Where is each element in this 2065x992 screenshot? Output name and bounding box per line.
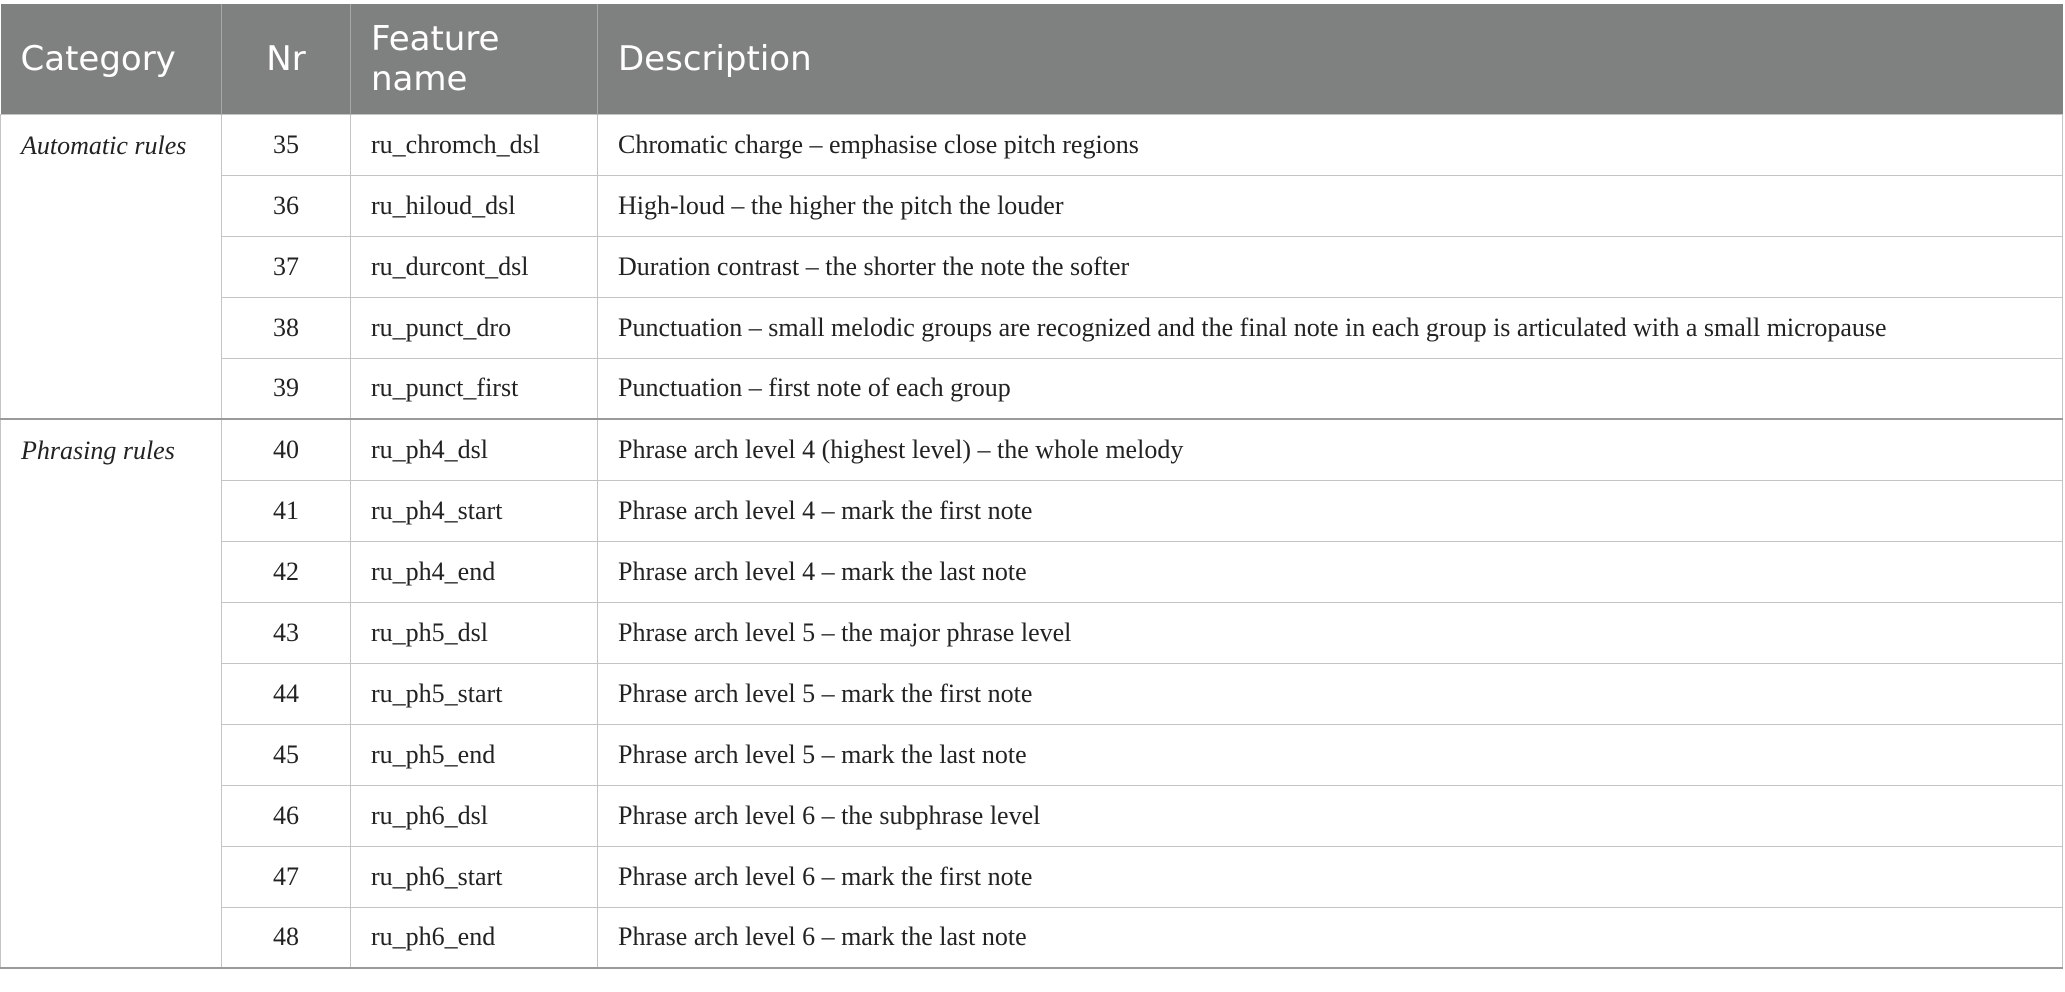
feature-name-cell: ru_ph5_end: [351, 724, 598, 785]
nr-cell: 47: [222, 846, 351, 907]
description-cell: Phrase arch level 5 – the major phrase level: [598, 602, 2063, 663]
nr-cell: 36: [222, 175, 351, 236]
table-row: [1, 419, 2063, 480]
feature-name-cell: ru_ph6_dsl: [351, 785, 598, 846]
description-cell: Phrase arch level 6 – mark the last note: [598, 907, 2063, 968]
feature-name-cell: ru_ph4_end: [351, 541, 598, 602]
header-nr: Nr: [222, 4, 351, 114]
feature-table-container: [0, 4, 2062, 969]
header-feature-name: Feature name: [351, 4, 598, 114]
feature-name-cell: ru_durcont_dsl: [351, 236, 598, 297]
description-cell: Phrase arch level 4 (highest level) – the whole melody: [598, 419, 2063, 480]
nr-cell: 39: [222, 358, 351, 419]
nr-cell: 44: [222, 663, 351, 724]
feature-table: [0, 4, 2063, 969]
nr-cell: 45: [222, 724, 351, 785]
table-row: [1, 236, 2063, 297]
description-cell: Punctuation – first note of each group: [598, 358, 2063, 419]
description-cell: Phrase arch level 4 – mark the last note: [598, 541, 2063, 602]
description-cell: Punctuation – small melodic groups are recognized and the final note in each group is articulated with a small micropause: [598, 297, 2063, 358]
feature-name-cell: ru_ph5_dsl: [351, 602, 598, 663]
category-cell: Automatic rules: [1, 114, 222, 419]
table-row: [1, 175, 2063, 236]
table-header: [1, 4, 2063, 114]
description-cell: Phrase arch level 6 – the subphrase level: [598, 785, 2063, 846]
table-row: [1, 297, 2063, 358]
header-row: [1, 4, 2063, 114]
description-cell: Phrase arch level 5 – mark the last note: [598, 724, 2063, 785]
feature-name-cell: ru_punct_first: [351, 358, 598, 419]
description-cell: Duration contrast – the shorter the note the softer: [598, 236, 2063, 297]
table-row: [1, 602, 2063, 663]
nr-cell: 42: [222, 541, 351, 602]
feature-name-cell: ru_chromch_dsl: [351, 114, 598, 175]
feature-name-cell: ru_punct_dro: [351, 297, 598, 358]
table-body: [1, 114, 2063, 968]
description-cell: Phrase arch level 6 – mark the first note: [598, 846, 2063, 907]
table-row: [1, 907, 2063, 968]
feature-name-cell: ru_ph4_start: [351, 480, 598, 541]
feature-name-cell: ru_ph4_dsl: [351, 419, 598, 480]
category-cell: Phrasing rules: [1, 419, 222, 968]
nr-cell: 46: [222, 785, 351, 846]
table-row: [1, 480, 2063, 541]
header-description: Description: [598, 4, 2063, 114]
table-row: [1, 785, 2063, 846]
description-cell: High-loud – the higher the pitch the louder: [598, 175, 2063, 236]
table-row: [1, 663, 2063, 724]
feature-name-cell: ru_ph6_start: [351, 846, 598, 907]
table-row: [1, 724, 2063, 785]
description-cell: Phrase arch level 5 – mark the first note: [598, 663, 2063, 724]
header-category: Category: [1, 4, 222, 114]
table-row: [1, 358, 2063, 419]
nr-cell: 37: [222, 236, 351, 297]
feature-name-cell: ru_ph5_start: [351, 663, 598, 724]
nr-cell: 43: [222, 602, 351, 663]
feature-name-cell: ru_ph6_end: [351, 907, 598, 968]
description-cell: Phrase arch level 4 – mark the first note: [598, 480, 2063, 541]
table-row: [1, 114, 2063, 175]
feature-name-cell: ru_hiloud_dsl: [351, 175, 598, 236]
nr-cell: 48: [222, 907, 351, 968]
nr-cell: 38: [222, 297, 351, 358]
description-cell: Chromatic charge – emphasise close pitch regions: [598, 114, 2063, 175]
table-row: [1, 846, 2063, 907]
nr-cell: 35: [222, 114, 351, 175]
nr-cell: 41: [222, 480, 351, 541]
nr-cell: 40: [222, 419, 351, 480]
table-row: [1, 541, 2063, 602]
